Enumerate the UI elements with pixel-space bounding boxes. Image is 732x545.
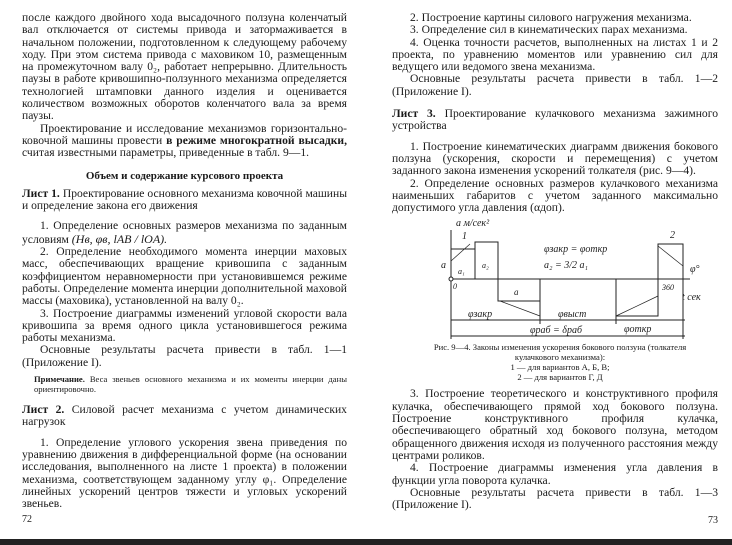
intro-paragraph-1: после каждого двойного хода высадочного ползуна коленчатый вал отключается от системы привода и затормаживается в начальном положении, подготовленном к следующему рабочему ходу. При этом система привода с маховиком 10, размещенным на промежуточном валу 0₂, работает непрерывно. Длительность паузы в работе кривошипно-ползунного механизма определяется технологией штамповки данного изделия и оценивается количеством возможных оборотов коленчатого вала за время паузы. (22, 11, 347, 123)
sheet3-item1: 1. Построение кинематических диаграмм движения бокового ползуна (ускорения, скорости и перемещения) с учетом заданного закона изменения ускорений толкателя (рис. 9—4). (392, 139, 718, 178)
y-axis-label: a м/сек² (456, 218, 490, 230)
equation-2: a₂ = 3/2 a₁ (544, 260, 588, 272)
sheet3-item4: 4. Построение диаграммы изменения угла давления в функции угла поворота кулачка. (392, 461, 718, 487)
intro-text-end: считая известными параметры, приведенные в табл. 9—1. (22, 146, 310, 160)
phi-close-label: φзакр (468, 309, 493, 321)
intro-bold: в режиме многократной высадки, (166, 133, 347, 147)
sheet3-item3: 3. Построение теоретического и конструктивного профиля кулачка, обеспечивающего прямой ход бокового ползуна. Построение конструктивного профиля кулачка, обеспечивающего обратный ход бокового ползуна, методом обращенного движения исходя из полученного расстояния между центрами роликов. (392, 387, 718, 462)
page-number-left: 72 (22, 514, 32, 526)
sheet2-item2: 2. Построение картины силового нагружения механизма. (410, 11, 692, 24)
acceleration-diagram (440, 216, 710, 342)
sheet2-results: Основные результаты расчета привести в табл. 1—2 (Приложение I). (392, 72, 718, 98)
a2-label: a₂ (482, 261, 489, 271)
a-neg-label: a (514, 287, 519, 298)
sheet2-item1: 1. Определение углового ускорения звена приведения по уравнению движения в дифференциальной форме (на основании исследования, выполненного на листе 1 проекта) в положении механизма, соответствующем заданному углу φ₁. Определение линейных ускорений центров тяжести и угловых ускорений звеньев. (22, 435, 347, 511)
section-title: Объем и содержание курсового проекта (85, 169, 284, 182)
curve-2-label: 2 (670, 230, 675, 242)
sheet1-title: Проектирование основного механизма ковочной машины и определение закона его движения (22, 186, 347, 213)
caption-variant-1: 1 — для вариантов А, Б, В; (510, 362, 610, 373)
figure-caption (432, 342, 688, 382)
origin-point (449, 277, 453, 281)
note-label: Примечание. (34, 374, 85, 385)
sheet1-item2: 2. Определение необходимого момента инерции маховых масс, обеспечивающих вращение кривошипа с заданным коэффициентом неравномерности при установившемся режиме работы. Определение момента инерции дополнительной маховой массы (маховика), установленной на валу 0₂. (22, 245, 347, 308)
sheet3-item2: 2. Определение основных размеров кулачкового механизма наименьших габаритов с учетом заданного максимально допустимого угла давления (αдоп). (392, 176, 718, 215)
page-number-right: 73 (708, 515, 718, 527)
phi-dwell-label: φвыст (558, 309, 587, 321)
x-axis-time-label: t сек (682, 292, 701, 304)
sheet2-item4: 4. Оценка точности расчетов, выполненных на листах 1 и 2 проекта, по уравнению моментов или уравнению сил для ведущего или ведомого звена механизма. (392, 35, 718, 74)
intro-paragraph-2 (22, 123, 347, 160)
note (22, 374, 347, 394)
sheet1-results: Основные результаты расчета привести в табл. 1—1 (Приложение I). (22, 343, 347, 369)
note-text: Веса звеньев основного механизма и их моменты инерции даны ориентировочно. (34, 374, 347, 395)
sheet1-label: Лист 1. (22, 186, 60, 200)
a1-label: a₁ (458, 267, 465, 277)
caption-variant-2: 2 — для вариантов Г, Д (517, 372, 603, 383)
intro-text: Проектирование и исследование механизмов горизонтально-ковочной машины провести (22, 121, 347, 147)
equation-1: φзакр = φоткр (544, 244, 608, 256)
pulse-neg-1 (498, 279, 540, 301)
sheet1-formula: (Hв, φв, lAB / lOA). (71, 231, 168, 246)
sheet1-item3: 3. Построение диаграммы изменений угловой скорости вала кривошипа за время одного цикла установившегося режима работы механизма. (22, 306, 347, 345)
caption-title: Рис. 9—4. Законы изменения ускорения бокового ползуна (толкателя кулачкового механизма): (433, 342, 687, 363)
phi-work-label: φраб = δраб (530, 325, 582, 337)
x-end-label: 360 (662, 283, 674, 293)
sheet2-title: Силовой расчет механизма с учетом динамических нагрузок (22, 403, 347, 429)
phi-open-label: φоткр (624, 324, 652, 336)
a-label: a (441, 260, 446, 272)
left-page (22, 12, 347, 527)
pulse-neg-2 (616, 279, 658, 316)
sheet3-results: Основные результаты расчета привести в табл. 1—3 (Приложение I). (392, 485, 718, 512)
scan-bottom-edge (0, 539, 732, 545)
sheet3-title: Проектирование кулачкового механизма зажимного устройства (392, 107, 718, 133)
sheet3-label: Лист 3. (392, 107, 436, 121)
sheet1-item1-text: 1. Определение основных размеров механизма по заданным условиям (22, 219, 347, 246)
sheet2-label: Лист 2. (22, 403, 65, 417)
origin-label: 0 (453, 282, 457, 292)
curve-1-label: 1 (462, 231, 467, 243)
sheet1-item1 (22, 220, 347, 246)
right-page (392, 12, 718, 528)
sheet2-item3: 3. Определение сил в кинематических парах механизма. (410, 23, 688, 37)
x-axis-angle-label: φ° (690, 264, 700, 276)
